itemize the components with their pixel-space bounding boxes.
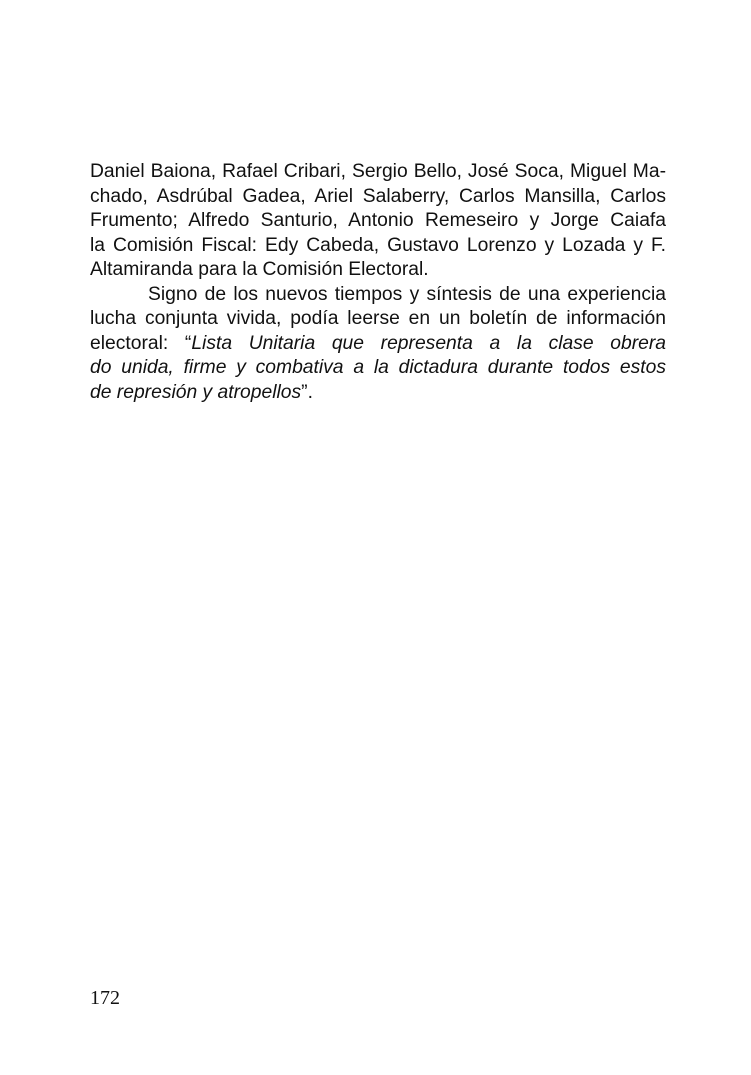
paragraph-1 bbox=[90, 160, 666, 283]
paragraph-2-line-5 bbox=[90, 381, 666, 406]
paragraph-2-line-1: Signo de los nuevos tiempos y síntesis de una experiencia bbox=[148, 283, 666, 305]
paragraph-1-line-2: chado, Asdrúbal Gadea, Ariel Salaberry, Carlos Mansilla, Carlos bbox=[90, 185, 666, 207]
body-text bbox=[90, 160, 666, 405]
quote-lead-in: electoral: “ bbox=[90, 332, 192, 354]
paragraph-1-line-5: Altamiranda para la Comisión Electoral. bbox=[90, 259, 429, 280]
paragraph-2 bbox=[90, 283, 666, 406]
quote-text-part-3: de represión y atropellos bbox=[90, 381, 302, 403]
paragraph-2-line-3 bbox=[90, 332, 666, 357]
page-number: 172 bbox=[90, 987, 120, 1009]
paragraph-1-line-4: la Comisión Fiscal: Edy Cabeda, Gustavo Lorenzo y Lozada y F. bbox=[90, 234, 666, 256]
paragraph-2-line-2: lucha conjunta vivida, podía leerse en un boletín de información bbox=[90, 308, 666, 329]
paragraph-2-line-4: do unida, firme y combativa a la dictadura durante todos estos bbox=[90, 357, 666, 378]
paragraph-1-line-3: Frumento; Alfredo Santurio, Antonio Remeseiro y Jorge Caiafa bbox=[90, 210, 666, 231]
quote-close: ”. bbox=[301, 381, 313, 403]
quote-text-part-1: Lista Unitaria que representa a la clase obrera bbox=[191, 332, 666, 354]
paragraph-1-line-1: Daniel Baiona, Rafael Cribari, Sergio Bello, José Soca, Miguel Ma- bbox=[90, 161, 666, 182]
